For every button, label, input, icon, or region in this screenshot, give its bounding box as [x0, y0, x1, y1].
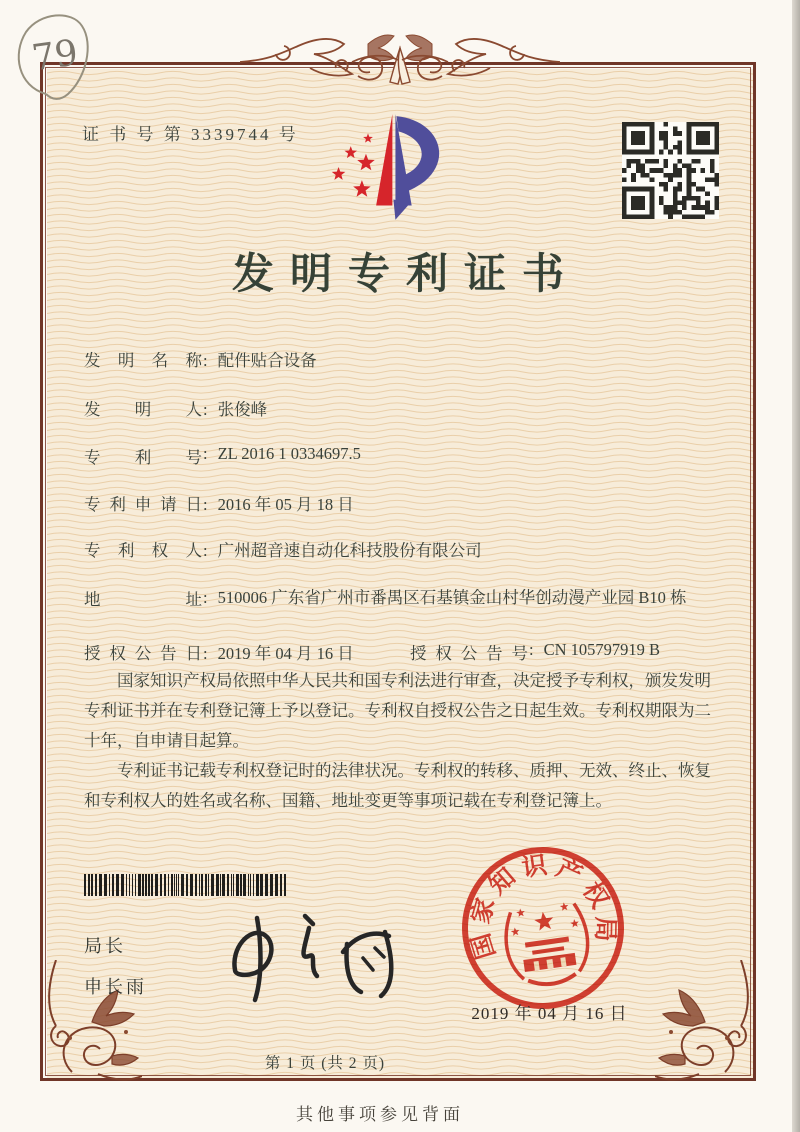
page-number: 第 1 页 (共 2 页)	[264, 1055, 386, 1072]
logo-stars-icon	[332, 133, 375, 196]
legal-paragraph-1: 国家知识产权局依照中华人民共和国专利法进行审查，决定授予专利权，颁发发明专利证书并在专利登记簿上予以登记。专利权自授权公告之日起生效。专利权期限为二十年，自申请日起算。	[84, 671, 711, 751]
colon: :	[203, 351, 208, 370]
field-pair-grant-number	[410, 640, 660, 664]
svg-text:产: 产	[551, 854, 587, 890]
field-row-grant	[84, 640, 661, 664]
document-title: 发明专利证书	[231, 252, 580, 298]
field-label: 专利号	[84, 448, 202, 467]
field-label: 专利权人	[84, 541, 202, 560]
colon: :	[203, 495, 208, 514]
svg-text:家: 家	[467, 895, 501, 927]
logo-blue-wedge-icon	[393, 199, 410, 219]
colon: :	[203, 444, 208, 463]
legal-text	[84, 666, 720, 816]
field-row-inventor	[84, 396, 267, 420]
field-label: 地址	[84, 590, 202, 609]
director-title: 局长	[84, 936, 126, 956]
colon: :	[203, 644, 208, 663]
national-emblem-icon	[502, 900, 593, 990]
back-side-note: 其他事项参见背面	[296, 1105, 464, 1124]
svg-text:权: 权	[577, 877, 614, 914]
field-label: 专利申请日	[84, 495, 202, 514]
field-row-address	[84, 586, 690, 610]
field-value: CN 105797919 B	[543, 640, 661, 659]
cnipa-logo	[328, 106, 473, 236]
field-value: 510006 广东省广州市番禺区石基镇金山村华创动漫产业园 B10 栋	[217, 588, 687, 607]
director-block	[84, 932, 147, 1014]
handwritten-mark-circle	[6, 6, 106, 116]
colon: :	[529, 640, 534, 659]
svg-text:识: 识	[520, 851, 549, 883]
qr-code	[622, 122, 719, 219]
colon: :	[203, 541, 208, 560]
field-value: ZL 2016 1 0334697.5	[217, 444, 361, 463]
certificate-number: 证 书 号 第 3339744 号	[82, 125, 299, 144]
field-value: 张俊峰	[217, 400, 268, 419]
top-dragon-ornament	[240, 24, 560, 104]
legal-paragraph-2: 专利证书记载专利权登记时的法律状况。专利权的转移、质押、无效、终止、恢复和专利权人的姓名或名称、国籍、地址变更等事项记载在专利登记簿上。	[84, 761, 711, 811]
field-label: 发明人	[84, 400, 202, 419]
field-label: 授权公告日	[84, 644, 202, 663]
field-value: 配件贴合设备	[217, 351, 317, 370]
bottom-right-flourish	[655, 960, 755, 1082]
field-value: 2016 年 05 月 18 日	[217, 495, 354, 514]
field-value: 2019 年 04 月 16 日	[217, 644, 354, 663]
colon: :	[203, 588, 208, 607]
logo-p-bowl-icon	[396, 116, 439, 195]
seal-date: 2019 年 04 月 16 日	[471, 1004, 628, 1023]
field-row-filing-date	[84, 491, 354, 515]
logo-red-spike-icon	[376, 114, 392, 205]
field-label: 授权公告号	[410, 644, 528, 663]
field-row-patent-number	[84, 444, 361, 468]
handwritten-mark-text: 79	[29, 32, 81, 80]
colon: :	[203, 400, 208, 419]
svg-text:知: 知	[484, 863, 521, 900]
svg-text:国: 国	[467, 930, 501, 962]
svg-text:局: 局	[590, 916, 619, 942]
director-name: 申长雨	[84, 977, 147, 997]
director-signature	[205, 900, 420, 1015]
field-label: 发明名称	[84, 351, 202, 370]
official-seal	[443, 828, 643, 1028]
barcode	[84, 874, 289, 896]
field-row-invention-name	[84, 347, 317, 371]
field-row-patentee	[84, 537, 482, 561]
field-value: 广州超音速自动化科技股份有限公司	[217, 541, 482, 560]
scan-edge	[792, 0, 800, 1132]
